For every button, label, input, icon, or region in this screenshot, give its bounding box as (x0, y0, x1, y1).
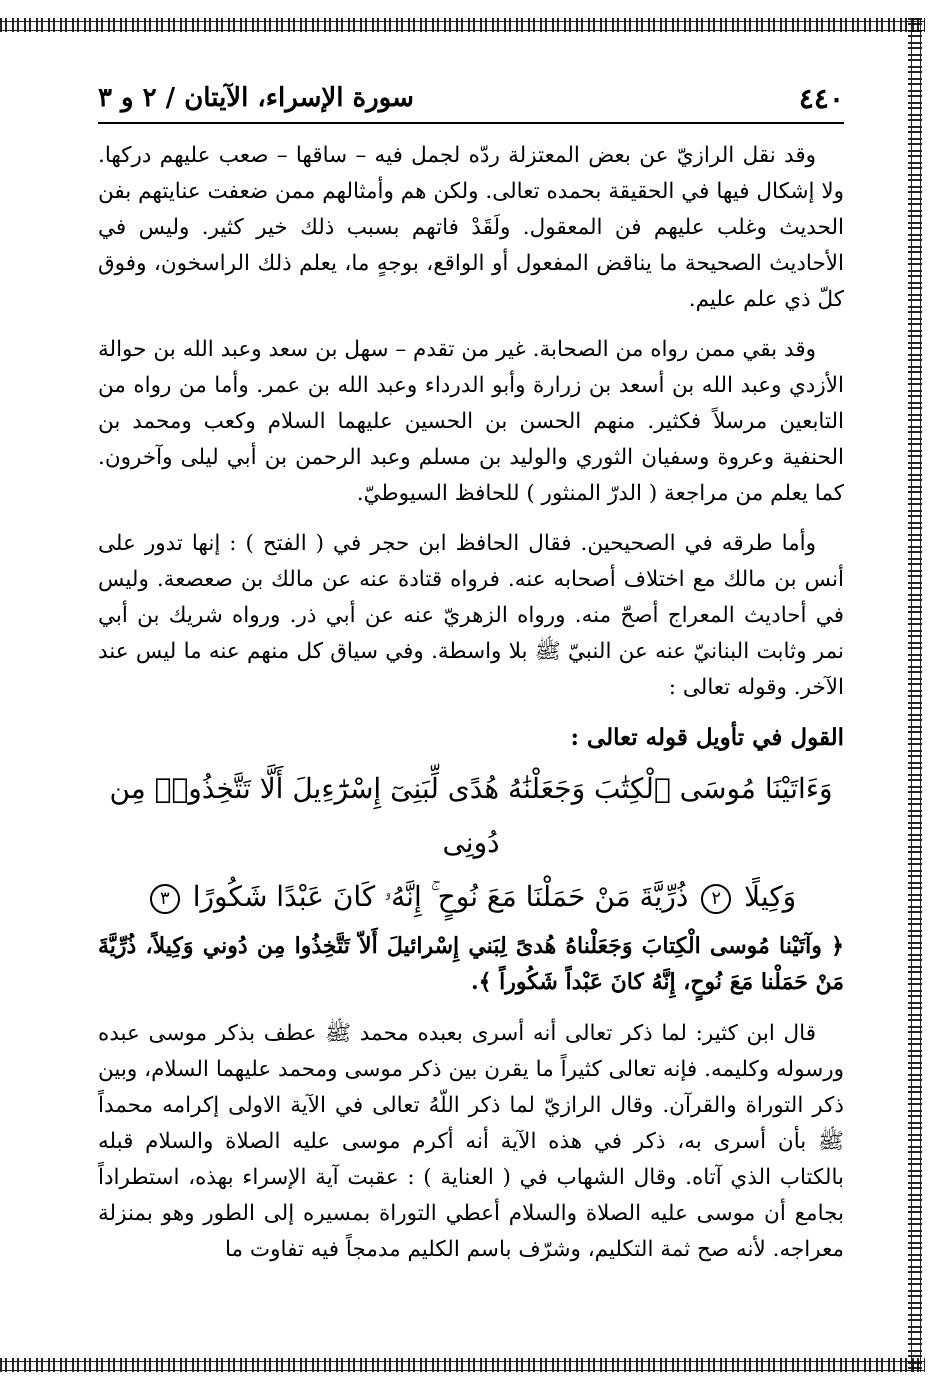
page-header (98, 74, 844, 124)
paragraph-razi: وقد نقل الرازيّ عن بعض المعتزلة ردّه لجمل فيه – ساقها – صعب عليهم دركها. ولا إشكال فيها في الحقيقة بحمده تعالى. ولكن هم وأمثالهم ممن ضعفت عنايتهم بفن الحديث وغلب عليهم فن المعقول. ولَقَدْ فاتهم بسبب ذلك خير كثير. وليس في الأحاديث الصحيحة ما يناقض المفعول أو الواقع، بوجهٍ ما، يعلم ذلك الراسخون، وفوق كلّ ذي علم عليم. (98, 143, 844, 312)
verse-line-1: وَءَاتَيْنَا مُوسَى ٱلْكِتَٰبَ وَجَعَلْنَٰهُ هُدًى لِّبَنِىٓ إِسْرَٰٓءِيلَ أَلَّا تَتَّخِذُوا۟ مِن دُونِى (109, 772, 833, 859)
verse-plain-text: ﴿ وآتَيْنا مُوسى الْكِتابَ وَجَعَلْناهُ هُدىً لِبَني إِسْرائيلَ أَلاّ تَتَّخِذُوا مِن دُوني وَكِيلاً، ذُرِّيَّةَ مَنْ حَمَلْنا مَعَ نُوحٍ، إِنَّهُ كانَ عَبْداً شَكُوراً ﴾. (98, 933, 844, 995)
running-title: سورة الإسراء، الآيتان / ٢ و ٣ (98, 83, 414, 113)
paragraph-narrators: وقد بقي ممن رواه من الصحابة. غير من تقدم – سهل بن سعد وعبد الله بن حوالة الأزدي وعبد الله بن أسعد بن زرارة وأبو الدرداء وعبد الله بن عمر. وأما من رواه من التابعين مرسلاً فكثير. منهم الحسن بن الحسين عليهما السلام وكعب ومحمد بن الحنفية وعروة وسفيان الثوري والوليد بن مسلم وعبد الرحمن بن أبي ليلى وآخرون. كما يعلم من مراجعة ( الدرّ المنثور ) للحافظ السيوطيّ. (98, 337, 844, 506)
page-body (98, 138, 844, 1282)
verse-line-2-start: وَكِيلًا (744, 880, 797, 913)
verse-line-2-middle: ذُرِّيَّةَ مَنْ حَمَلْنَا مَعَ نُوحٍ ۚ إِنَّهُۥ كَانَ عَبْدًا شَكُورًا (192, 880, 689, 913)
top-border-ornament (0, 18, 925, 32)
paragraph-ibn-kathir: قال ابن كثير: لما ذكر تعالى أنه أسرى بعبده محمد ﷺ عطف بذكر موسى عبده ورسوله وكليمه. فإنه تعالى كثيراً ما يقرن بين ذكر موسى ومحمد عليهما السلام، وبين ذكر التوراة والقرآن. وقال الرازيّ لما ذكر اللّهُ تعالى في الآية الاولى إكرامه محمداً ﷺ بأن أسرى به، ذكر في هذه الآية أنه أكرم موسى عليه الصلاة والسلام قبله بالكتاب الذي آتاه. وقال الشهاب في ( العناية ) : عقبت آية الإسراء بهذه، استطراداً بجامع أن موسى عليه الصلاة والسلام أعطي التوراة بمسيره إلى الطور وهو بمنزلة معراجه. لأنه صح ثمة التكليم، وشرّف باسم الكليم مدمجاً فيه تفاوت ما (98, 1021, 844, 1262)
verse-line-2 (98, 870, 844, 924)
ayah-number-3: ٣ (150, 884, 180, 914)
paragraph-sahihain: وأما طرقه في الصحيحين. فقال الحافظ ابن حجر في ( الفتح ) : إنها تدور على أنس بن مالك مع اختلاف أصحابه عنه. فرواه قتادة عنه عن مالك بن صعصعة. وليس في أحاديث المعراج أصحّ منه. ورواه الزهريّ عنه عن أبي ذر. ورواه شريك بن أبي نمر وثابت البنانيّ عنه عن النبيّ ﷺ بلا واسطة. وفي سياق كل منهم عنه ما ليس عند الآخر. وقوله تعالى : (98, 531, 844, 700)
ayah-number-2: ٢ (701, 884, 731, 914)
section-heading: القول في تأويل قوله تعالى : (570, 724, 844, 751)
quran-verse-block (98, 762, 844, 924)
right-border-ornament (908, 18, 922, 1372)
page-number: ٤٤٠ (798, 81, 844, 115)
bottom-border-ornament (0, 1358, 925, 1372)
